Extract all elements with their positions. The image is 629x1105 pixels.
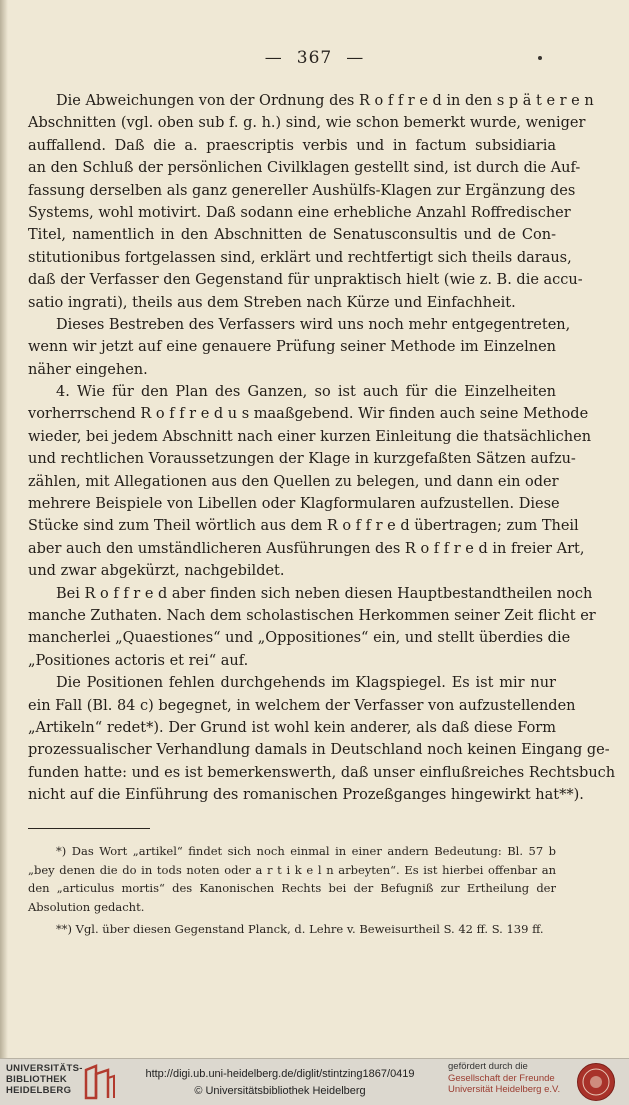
footnote-2 [28,920,556,939]
library-name [6,1063,83,1096]
text-line: daß der Verfasser den Gegenstand für unpraktisch hielt (wie z. B. die accu- [28,272,583,289]
library-name-line: HEIDELBERG [6,1085,72,1096]
text-line: Dieses Bestreben des Verfassers wird uns noch mehr entgegentreten, [56,316,571,333]
text-line: wenn wir jetzt auf eine genauere Prüfung seiner Methode im Einzelnen [28,339,556,356]
text-line: ein Fall (Bl. 84 c) begegnet, in welchem der Verfasser von aufzustellenden [28,697,576,714]
text-line: Systems, wohl motivirt. Daß sodann eine erhebliche Anzahl Roffredischer [28,204,571,221]
paragraph-5 [28,672,616,806]
text-line: und zwar abgekürzt, nachgebildet. [28,563,285,580]
text-line: auffallend. Daß die a. praescriptis verbis und in factum subsidiaria [28,137,556,154]
page-number: 367 [296,48,333,68]
text-line: fassung derselben als ganz genereller Aushülfs-Klagen zur Ergänzung des [28,182,576,199]
text-line: Bei R o f f r e d aber finden sich neben diesen Hauptbestandtheilen noch [56,585,593,602]
library-name-line: BIBLIOTHEK [6,1074,68,1085]
main-text [28,90,616,807]
text-line: Titel, namentlich in den Abschnitten de Senatusconsultis und de Con- [28,227,556,244]
footnote-1 [28,842,556,916]
text-line: vorherrschend R o f f r e d u s maaßgebend. Wir finden auch seine Methode [28,406,589,423]
text-line: manche Zuthaten. Nach dem scholastischen Herkommen seiner Zeit flicht er [28,607,596,624]
footnote-line: **) Vgl. über diesen Gegenstand Planck, d. Lehre v. Beweisurtheil S. 42 ff. S. 139 ff. [56,922,544,937]
paragraph-3 [28,381,592,583]
ink-dot [538,56,542,60]
seal-icon [576,1062,616,1102]
copyright-text: © Universitätsbibliothek Heidelberg [194,1085,366,1097]
text-line: prozessualischer Verhandlung damals in Deutschland noch keinen Eingang ge- [28,742,610,759]
footnote-line: den „articulus mortis“ des Kanonischen Rechts bei der Befugniß zur Ertheilung der [28,881,556,896]
footnotes [28,842,556,939]
library-name-line: UNIVERSITÄTS- [6,1063,83,1074]
text-line: zählen, mit Allegationen aus den Quellen zu belegen, und dann ein oder [28,473,559,490]
footnote-line: Absolution gedacht. [28,899,145,914]
text-line: nicht auf die Einführung des romanischen Prozeßganges hingewirkt hat**). [28,787,584,804]
footnote-line: *) Das Wort „artikel“ findet sich noch einmal in einer andern Bedeutung: Bl. 57 b [56,844,556,858]
text-line: Stücke sind zum Theil wörtlich aus dem R o f f r e d übertragen; zum Theil [28,518,579,535]
paragraph-2 [28,314,571,381]
footnote-line: „bey denen die do in tods noten oder a r t i k e l n arbeyten“. Es ist hierbei offenbar an [28,862,556,877]
library-footer-bar [0,1058,629,1105]
text-line: Die Abweichungen von der Ordnung des R o f f r e d in den s p ä t e r e n [56,93,594,109]
sponsor-line: Gesellschaft der Freunde [448,1072,555,1084]
sponsor-line: Universität Heidelberg e.V. [448,1084,561,1095]
page-edge-shadow [0,0,8,1058]
text-line: stitutionibus fortgelassen sind, erklärt und rechtfertigt sich theils daraus, [28,249,572,266]
paragraph-4 [28,583,596,673]
text-line: mehrere Beispiele von Libellen oder Klagformularen aufzustellen. Diese [28,496,560,513]
page-header [0,48,629,68]
text-line: funden hatte: und es ist bemerkenswerth, daß unser einflußreiches Rechtsbuch [28,764,616,781]
text-line: 4. Wie für den Plan des Ganzen, so ist auch für die Einzelheiten [56,384,556,401]
text-line: aber auch den umständlicheren Ausführungen des R o f f r e d in freier Art, [28,540,585,557]
footnote-rule [28,828,150,829]
sponsor-line: gefördert durch die [448,1061,528,1072]
text-line: mancherlei „Quaestiones“ und „Oppositiones“ ein, und stellt überdies die [28,630,571,647]
paragraph-1 [28,90,594,314]
permalink-url[interactable]: http://digi.ub.uni-heidelberg.de/diglit/stintzing1867/0419 [145,1068,415,1080]
header-dash-right: — [346,48,365,68]
text-line: satio ingrati), theils aus dem Streben nach Kürze und Einfachheit. [28,294,516,311]
text-line: näher eingehen. [28,361,148,378]
sponsor-text [448,1061,560,1096]
text-line: Die Positionen fehlen durchgehends im Klagspiegel. Es ist mir nur [56,675,556,692]
library-logo-icon [82,1064,116,1100]
text-line: wieder, bei jedem Abschnitt nach einer kurzen Einleitung die thatsächlichen [28,428,592,445]
text-line: und rechtlichen Voraussetzungen der Klage in kurzgefaßten Sätzen aufzu- [28,451,576,468]
text-line: „Positiones actoris et rei“ auf. [28,652,249,669]
text-line: Abschnitten (vgl. oben sub f. g. h.) sind, wie schon bemerkt wurde, weniger [28,115,586,132]
text-line: an den Schluß der persönlichen Civilklagen gestellt sind, ist durch die Auf- [28,160,581,177]
text-line: „Artikeln“ redet*). Der Grund ist wohl kein anderer, als daß diese Form [28,719,556,736]
header-dash-left: — [264,48,283,68]
